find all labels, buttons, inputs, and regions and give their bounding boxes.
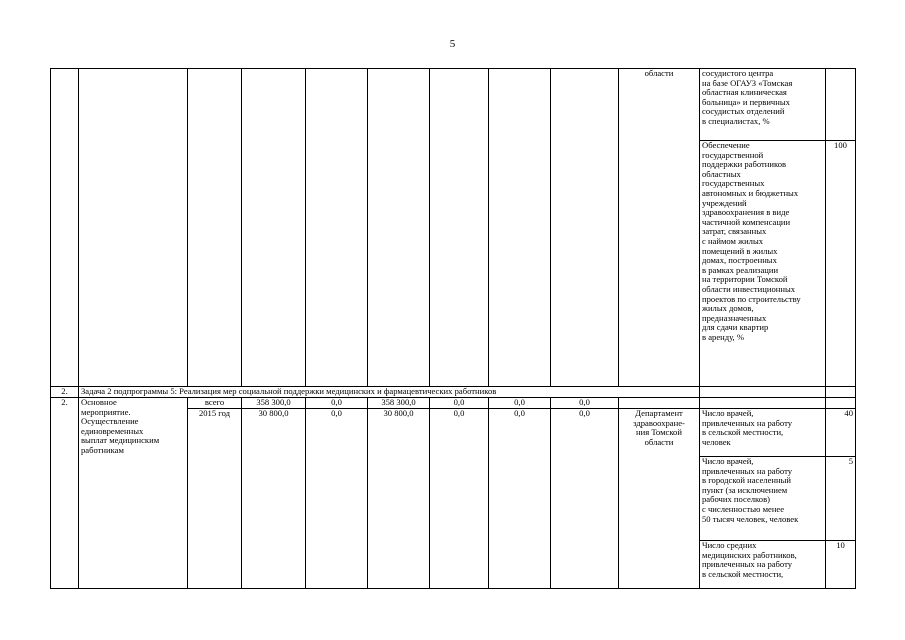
cell-num: 2.: [51, 387, 79, 398]
cell-num: [51, 69, 79, 387]
program-table: [50, 68, 856, 589]
cell-v3: [430, 69, 489, 387]
cell-v4: 0,0: [489, 398, 551, 409]
cell-period: [188, 69, 242, 387]
cell-indicator: Число врачей, привлеченных на работу в сельской местности, человек: [700, 409, 826, 457]
cell-v2: 358 300,0: [368, 398, 430, 409]
cell-empty: [700, 398, 826, 409]
cell-indicator-value: 10: [826, 541, 856, 589]
cell-v2: [368, 69, 430, 387]
task-title: Задача 2 подпрограммы 5: Реализация мер социальной поддержки медицинских и фармацевтических работников: [79, 387, 700, 398]
table-row: [51, 69, 856, 141]
cell-v2: 30 800,0: [368, 409, 430, 589]
cell-v3: 0,0: [430, 409, 489, 589]
cell-v5: [551, 69, 619, 387]
cell-executor: области: [619, 69, 700, 387]
cell-total: [242, 69, 306, 387]
cell-total: 30 800,0: [242, 409, 306, 589]
cell-indicator-value: 40: [826, 409, 856, 457]
cell-v5: 0,0: [551, 409, 619, 589]
cell-indicator: Число средних медицинских работников, привлеченных на работу в сельской местности,: [700, 541, 826, 589]
cell-indicator-value: [826, 69, 856, 141]
cell-total: 358 300,0: [242, 398, 306, 409]
cell-name: [79, 69, 188, 387]
cell-executor: Департамент здравоохране- ния Томской области: [619, 409, 700, 589]
cell-indicator: Число врачей, привлеченных на работу в городской населенный пункт (за исключением рабочих поселков) с численностью менее 50 тысяч человек, человек: [700, 457, 826, 541]
cell-indicator-value: 100: [826, 141, 856, 387]
cell-v4: [489, 69, 551, 387]
cell-indicator-value: 5: [826, 457, 856, 541]
cell-period: всего: [188, 398, 242, 409]
task-row: [51, 387, 856, 398]
cell-num: 2.: [51, 398, 79, 589]
cell-v1: [306, 69, 368, 387]
cell-empty: [826, 387, 856, 398]
cell-empty: [826, 398, 856, 409]
cell-v1: 0,0: [306, 398, 368, 409]
table-row: [51, 398, 856, 409]
cell-v1: 0,0: [306, 409, 368, 589]
cell-indicator: сосудистого центра на базе ОГАУЗ «Томская областная клиническая больница» и первичных сосудистых отделений в специалистах, %: [700, 69, 826, 141]
cell-indicator: Обеспечение государственной поддержки работников областных государственных автономных и бюджетных учреждений здравоохранения в виде частичной компенсации затрат, связанных с наймом жилых помещений в жилых домах, построенных в рамках реализации на территории Томской области инвестиционных проектов по строительству жилых домов, предназначенных для сдачи квартир в аренду, %: [700, 141, 826, 387]
cell-event-name: Основное мероприятие. Осуществление единовременных выплат медицинским работникам: [79, 398, 188, 589]
cell-period: 2015 год: [188, 409, 242, 589]
cell-v5: 0,0: [551, 398, 619, 409]
cell-v4: 0,0: [489, 409, 551, 589]
cell-v3: 0,0: [430, 398, 489, 409]
cell-empty: [619, 398, 700, 409]
cell-empty: [700, 387, 826, 398]
page-number: 5: [449, 38, 456, 50]
